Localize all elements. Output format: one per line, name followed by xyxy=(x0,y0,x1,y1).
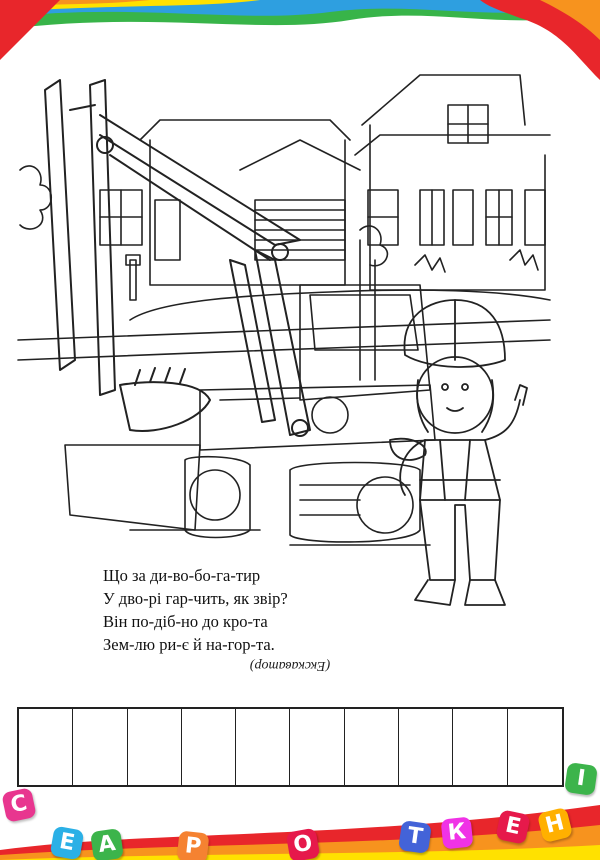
decorative-letter: Т xyxy=(398,820,432,854)
riddle-line: Зем-лю ри-є й на-гор-та. xyxy=(103,635,275,654)
decorative-letter: Р xyxy=(177,831,210,860)
riddle-line: Що за ди-во-бо-га-тир xyxy=(103,566,261,585)
decorative-letter: Н xyxy=(537,807,573,843)
excavator-tracks-drawing xyxy=(65,445,430,545)
decorative-letter: О xyxy=(286,828,321,860)
right-house-drawing xyxy=(355,75,550,290)
excavator-coloring-illustration xyxy=(0,60,600,620)
decorative-letters xyxy=(0,760,600,860)
left-house-drawing xyxy=(100,120,360,300)
decorative-letter: Е xyxy=(495,809,531,845)
decorative-letter: К xyxy=(441,817,474,850)
riddle-line: У дво-рі гар-чить, як звір? xyxy=(103,589,288,608)
riddle-line: Він по-діб-но до кро-та xyxy=(103,612,268,631)
riddle-answer-upside-down: (Екскаватор) xyxy=(249,658,331,673)
decorative-letter: С xyxy=(1,787,37,823)
decorative-letter: Е xyxy=(50,826,85,860)
decorative-letter: А xyxy=(90,828,124,860)
excavator-arm-drawing xyxy=(45,80,310,436)
decorative-letter: І xyxy=(564,762,598,796)
riddle-text xyxy=(103,564,403,656)
